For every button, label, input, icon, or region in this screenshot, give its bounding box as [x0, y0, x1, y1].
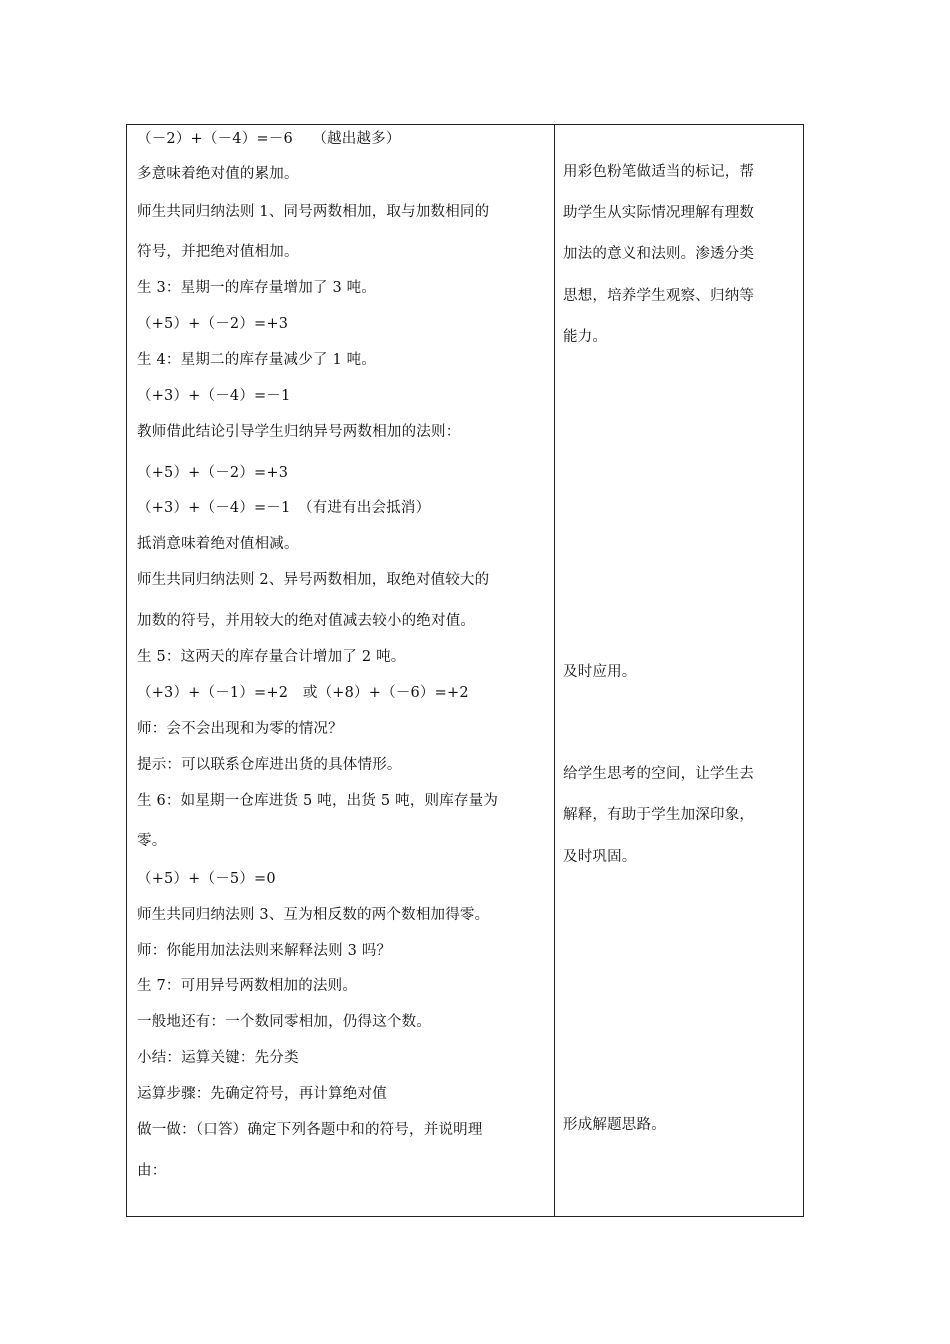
left-line: 零。: [137, 833, 167, 849]
right-line: 加法的意义和法则。渗透分类: [563, 246, 755, 262]
left-line: 师生共同归纳法则 3、互为相反数的两个数相加得零。: [137, 907, 490, 923]
left-line: 加数的符号，并用较大的绝对值减去较小的绝对值。: [137, 613, 476, 629]
left-line: （+5）+（－2）=+3: [137, 316, 289, 332]
left-line: （+5）+（－2）=+3: [137, 465, 289, 481]
left-line: 师：会不会出现和为零的情况？: [137, 721, 343, 737]
left-line: 师：你能用加法法则来解释法则 3 吗？: [137, 943, 392, 959]
right-line: 形成解题思路。: [563, 1117, 666, 1133]
left-line: 运算步骤：先确定符号，再计算绝对值: [137, 1086, 387, 1102]
right-line: 解释，有助于学生加深印象，: [563, 807, 755, 823]
left-line: （－2）+（－4）=－6 （越出越多）: [137, 131, 401, 147]
left-line: 生 4：星期二的库存量减少了 1 吨。: [137, 352, 377, 368]
left-line: （+3）+（－4）=－1 （有进有出会抵消）: [137, 500, 431, 516]
column-divider: [554, 125, 555, 1216]
left-line: 多意味着绝对值的累加。: [137, 166, 299, 182]
left-line: 做一做：（口答）确定下列各题中和的符号，并说明理: [137, 1122, 483, 1138]
right-line: 思想，培养学生观察、归纳等: [563, 288, 755, 304]
left-line: 生 3：星期一的库存量增加了 3 吨。: [137, 280, 377, 296]
left-line: 抵消意味着绝对值相减。: [137, 536, 299, 552]
left-line: 师生共同归纳法则 2、异号两数相加，取绝对值较大的: [137, 572, 490, 588]
left-line: 提示：可以联系仓库进出货的具体情形。: [137, 757, 402, 773]
right-line: 给学生思考的空间，让学生去: [563, 766, 755, 782]
left-line: 师生共同归纳法则 1、同号两数相加，取与加数相同的: [137, 204, 490, 220]
right-line: 及时应用。: [563, 664, 637, 680]
right-line: 用彩色粉笔做适当的标记，帮: [563, 164, 755, 180]
lesson-table: [126, 124, 804, 1217]
left-line: 小结：运算关键：先分类: [137, 1050, 299, 1066]
right-line: 能力。: [563, 329, 608, 345]
left-line: 符号，并把绝对值相加。: [137, 244, 299, 260]
left-line: 生 7：可用异号两数相加的法则。: [137, 978, 358, 994]
left-line: 生 5：这两天的库存量合计增加了 2 吨。: [137, 649, 406, 665]
left-line: （+5）+（－5）=0: [137, 871, 276, 887]
left-line: 生 6：如星期一仓库进货 5 吨，出货 5 吨，则库存量为: [137, 793, 499, 809]
right-line: 及时巩固。: [563, 849, 637, 865]
left-line: （+3）+（－4）=－1: [137, 388, 291, 404]
left-line: 教师借此结论引导学生归纳异号两数相加的法则：: [137, 424, 461, 440]
left-line: （+3）+（－1）=+2 或（+8）+（－6）=+2: [137, 685, 469, 701]
left-line: 由：: [137, 1163, 167, 1179]
left-line: 一般地还有：一个数同零相加，仍得这个数。: [137, 1014, 431, 1030]
right-line: 助学生从实际情况理解有理数: [563, 205, 755, 221]
